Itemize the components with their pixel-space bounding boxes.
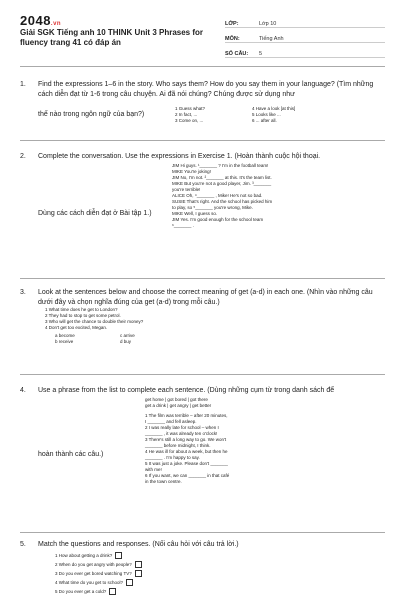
question-number: 4. — [20, 387, 26, 394]
answer-checkbox[interactable] — [135, 570, 142, 577]
dialogue-line: JIM Yes. I'm good enough for the school team — [172, 217, 264, 222]
list-item: 1 Guess what? — [175, 106, 206, 111]
list-item — [55, 587, 142, 596]
meta-box — [225, 15, 385, 60]
list-item: 4 Don't get too excited, Megan. — [45, 325, 108, 330]
q1-expressions-col2 — [252, 106, 295, 124]
answer-checkbox[interactable] — [126, 579, 133, 586]
q2-conversation — [172, 163, 272, 229]
question-line: 3 Do you ever get bored watching TV? — [55, 571, 132, 576]
dialogue-line: SUSIE That's right. And the school has picked him — [172, 199, 273, 204]
list-item: 6 If you want, we can _______ in that café — [145, 473, 230, 478]
list-item: 3 There's still a long way to go. We won't — [145, 437, 227, 442]
list-item: with me! — [145, 467, 162, 472]
option-item: a become — [55, 333, 75, 338]
question-text-continued: Dùng các cách diễn đạt ở Bài tập 1.) — [38, 210, 152, 217]
meta-label: MÔN: — [225, 36, 240, 42]
q3-options-col1 — [55, 333, 75, 345]
q4-sentences — [145, 413, 229, 485]
question-text: Complete the conversation. Use the expressions in Exercise 1. (Hoàn thành cuộc hội thoại. — [38, 153, 321, 160]
logo-text: 2048 — [20, 13, 51, 28]
dialogue-line: ALICE Oh, ⁴_______ , Mike! He's not so bad. — [172, 193, 263, 198]
question-text-continued: thế nào trong ngôn ngữ của bạn?) — [38, 111, 145, 118]
list-item: I _______ and fell asleep. — [145, 419, 197, 424]
divider — [20, 140, 385, 141]
dialogue-line: MIKE But you're not a good player, Jim. ³_______ — [172, 181, 272, 186]
question-text-continued: hoàn thành các câu.) — [38, 451, 104, 458]
q5-questions — [55, 551, 142, 596]
answer-checkbox[interactable] — [109, 588, 116, 595]
divider — [20, 374, 385, 375]
question-5 — [20, 540, 385, 550]
list-item: 4 He was ill for about a week, but then he — [145, 449, 228, 454]
divider — [20, 66, 385, 67]
question-number: 1. — [20, 81, 26, 88]
list-item: 2 They had to stop to get some petrol. — [45, 313, 121, 318]
list-item: _______ before midnight, I think. — [145, 443, 211, 448]
answer-checkbox[interactable] — [135, 561, 142, 568]
meta-label: LỚP: — [225, 21, 239, 27]
list-item: 3 Who will get the chance to double their money? — [45, 319, 144, 324]
question-text: Match the questions and responses. (Nối câu hỏi với câu trả lời.) — [38, 541, 239, 548]
question-number: 3. — [20, 289, 26, 296]
question-4 — [20, 386, 385, 396]
list-item: 2 In fact, ... — [175, 112, 198, 117]
option-item: c arrive — [120, 333, 135, 338]
question-text: Find the expressions 1–6 in the story. Who says them? How do you say them in your language? (Tìm những cách diễn đạt từ 1-6 trong câu chuyện. Ai đã nói chúng? Chúng được sử dụng như — [38, 81, 374, 98]
dialogue-line: MIKE Well, I guess so. — [172, 211, 218, 216]
meta-label: SỐ CÂU: — [225, 51, 249, 57]
dialogue-line: JIM Hi guys. ¹_______ ? I'm in the football team! — [172, 163, 269, 168]
question-2 — [20, 152, 385, 162]
question-text: Use a phrase from the list to complete each sentence. (Dùng những cụm từ trong danh sách để — [38, 387, 335, 394]
dialogue-line: ⁶_______ . — [172, 223, 194, 228]
question-line: 1 How about getting a drink? — [55, 553, 113, 558]
meta-value: 5 — [259, 51, 263, 57]
list-item — [55, 560, 142, 569]
list-item: _______ . I'm happy to say. — [145, 455, 200, 460]
list-item: in the town centre. — [145, 479, 182, 484]
question-text: Look at the sentences below and choose the correct meaning of get (a-d) in each one. (Nhìn vào những câu dưới đây và chọn nghĩa đúng của get (a-d) trong mỗi câu.) — [38, 289, 373, 306]
q1-expressions-col1 — [175, 106, 205, 124]
q4-phrase-list — [145, 397, 211, 409]
meta-value: Lớp 10 — [259, 21, 277, 27]
option-item: b receive — [55, 339, 74, 344]
list-item: _______ , it was already ten o'clock! — [145, 431, 218, 436]
list-item: 1 The film was terrible – after 20 minutes, — [145, 413, 228, 418]
list-item: 3 Come on, ... — [175, 118, 204, 123]
list-item — [55, 578, 142, 587]
question-line: 4 What time do you get to school? — [55, 580, 124, 585]
list-item — [55, 551, 142, 560]
option-item: d buy — [120, 339, 132, 344]
logo-suffix: .vn — [50, 21, 62, 27]
meta-row-socau — [225, 45, 385, 58]
q3-options-col2 — [120, 333, 135, 345]
q3-sentences — [45, 307, 143, 331]
divider — [20, 278, 385, 279]
list-item: 4 Have a look [at this] — [252, 106, 296, 111]
divider — [20, 532, 385, 533]
question-line: 2 When do you get angry with people? — [55, 562, 132, 567]
question-1 — [20, 80, 385, 100]
dialogue-line: to play, so ⁵_______ you're wrong, Mike. — [172, 205, 253, 210]
meta-row-mon — [225, 30, 385, 43]
page-title: Giải SGK Tiếng anh 10 THINK Unit 3 Phrases for fluency trang 41 có đáp án — [20, 28, 204, 47]
question-3 — [20, 288, 385, 308]
question-number: 5. — [20, 541, 26, 548]
dialogue-line: MIKE You're joking! — [172, 169, 211, 174]
list-item: 5 It was just a joke. Please don't _______ — [145, 461, 228, 466]
phrase-list-row: get a drink | get angry | get better — [145, 403, 212, 408]
dialogue-line: JIM No, I'm not. ²_______ at this. It's the team list. — [172, 175, 272, 180]
question-number: 2. — [20, 153, 26, 160]
meta-row-lop — [225, 15, 385, 28]
list-item: 1 What time does he get to London? — [45, 307, 118, 312]
page-header — [0, 0, 400, 60]
list-item: 5 Looks like ... — [252, 112, 281, 117]
question-line: 5 Do you ever get a cold? — [55, 589, 107, 594]
dialogue-line: you're terrible! — [172, 187, 201, 192]
phrase-list-row: get home | got bored | got there — [145, 397, 208, 402]
site-logo[interactable] — [20, 13, 61, 28]
list-item: 6 ... after all. — [252, 118, 277, 123]
answer-checkbox[interactable] — [115, 552, 122, 559]
meta-value: Tiếng Anh — [259, 36, 284, 42]
list-item: 2 I was really late for school – when I — [145, 425, 219, 430]
list-item — [55, 569, 142, 578]
